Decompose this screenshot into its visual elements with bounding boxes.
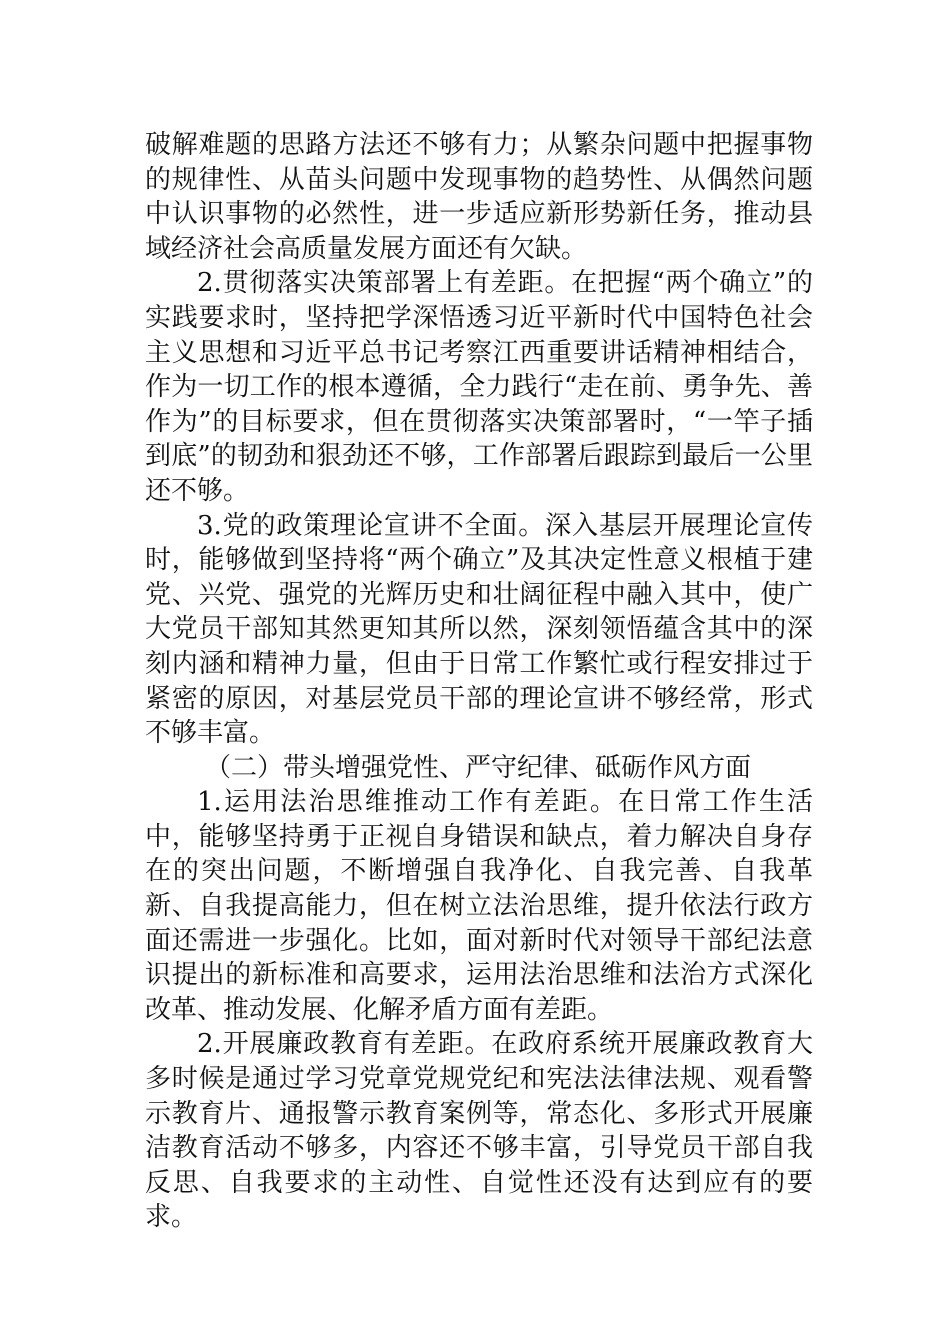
paragraph-item-1-rule-of-law-thinking: 1.运用法治思维推动工作有差距。在日常工作生活中，能够坚持勇于正视自身错误和缺点，着力解决自身存在的突出问题，不断增强自我净化、自我完善、自我革新、自我提高能力，但在树立法治思维，提升依法行政方面还需进一步强化。比如，面对新时代对领导干部纪法意识提出的新标准和高要求，运用法治思维和法治方式深化改革、推动发展、化解矛盾方面有差距。 xyxy=(145,787,813,1025)
paragraph-item-3-policy-theory-lecture: 3.党的政策理论宣讲不全面。深入基层开展理论宣传时，能够做到坚持将“两个确立”及其决定性意义根植于建党、兴党、强党的光辉历史和壮阔征程中融入其中，使广大党员干部知其然更知其所以然，深刻领悟蕴含其中的深刻内涵和精神力量，但由于日常工作繁忙或行程安排过于紧密的原因，对基层党员干部的理论宣讲不够经常，形式不够丰富。 xyxy=(145,510,813,749)
document-body xyxy=(145,128,813,1235)
paragraph-item-2-decision-implementation: 2.贯彻落实决策部署上有差距。在把握“两个确立”的实践要求时，坚持把学深悟透习近平新时代中国特色社会主义思想和习近平总书记考察江西重要讲话精神相结合，作为一切工作的根本遵循，全力践行“走在前、勇争先、善作为”的目标要求，但在贯彻落实决策部署时，“一竿子插到底”的韧劲和狠劲还不够，工作部署后跟踪到最后一公里还不够。 xyxy=(145,268,813,506)
paragraph-continuation: 破解难题的思路方法还不够有力；从繁杂问题中把握事物的规律性、从苗头问题中发现事物的趋势性、从偶然问题中认识事物的必然性，进一步适应新形势新任务，推动县域经济社会高质量发展方面还有欠缺。 xyxy=(145,130,813,264)
section-heading-2: （二）带头增强党性、严守纪律、砥砺作风方面 xyxy=(205,752,752,783)
paragraph-item-2-integrity-education: 2.开展廉政教育有差距。在政府系统开展廉政教育大多时候是通过学习党章党规党纪和宪法法律法规、观看警示教育片、通报警示教育案例等，常态化、多形式开展廉洁教育活动不够多，内容还不够丰富，引导党员干部自我反思、自我要求的主动性、自觉性还没有达到应有的要求。 xyxy=(145,1029,813,1233)
